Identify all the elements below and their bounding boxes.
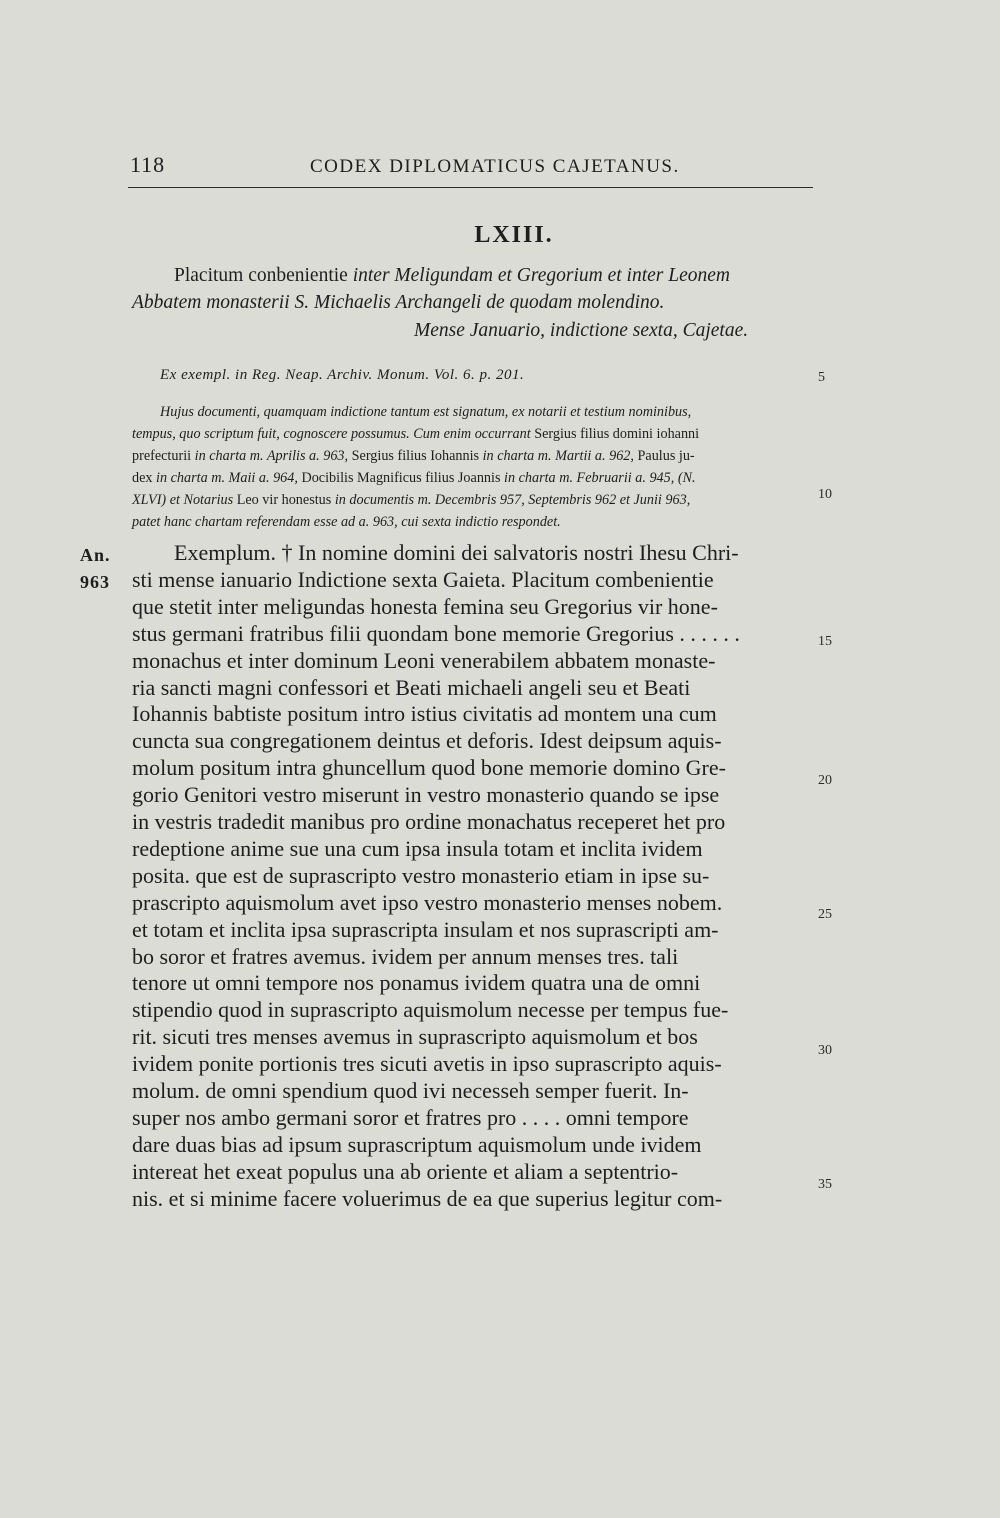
body-line: rit. sicuti tres menses avemus in suprascripto aquismolum et bos: [132, 1024, 698, 1050]
margin-year-label: An.: [80, 545, 111, 565]
body-line: molum positum intra ghuncellum quod bone memorie domino Gre-: [132, 755, 726, 781]
page-number: 118: [130, 152, 166, 177]
body-line: gorio Genitori vestro miserunt in vestro monasterio quando se ipse: [132, 782, 720, 808]
body-line: et totam et inclita ipsa suprascripta insulam et nos suprascripti am-: [132, 916, 719, 942]
line-number: 10: [818, 487, 832, 502]
note-line: Hujus documenti, quamquam indictione tantum est signatum, ex notarii et testium nominibus,: [160, 404, 692, 420]
note-line: XLVI) et Notarius Leo vir honestus in documentis m. Decembris 957, Septembris 962 et Junii 963,: [132, 492, 691, 508]
body-line: stipendio quod in suprascripto aquismolum necesse per tempus fue-: [132, 997, 729, 1023]
body-line: ria sancti magni confessori et Beati michaeli angeli seu et Beati: [132, 674, 691, 700]
body-line: in vestris tradedit manibus pro ordine monachatus receperet het pro: [132, 809, 726, 834]
line-number: 15: [818, 634, 832, 649]
document-number: LXIII.: [474, 222, 554, 248]
running-title: CODEX DIPLOMATICUS CAJETANUS.: [310, 156, 680, 177]
line-number: 5: [818, 370, 825, 385]
body-line: redeptione anime sue una cum ipsa insula totam et inclita ividem: [132, 835, 703, 861]
body-line: sti mense ianuario Indictione sexta Gaieta. Placitum combenientie: [132, 566, 714, 592]
line-number: 35: [818, 1177, 832, 1192]
body-line: stus germani fratribus filii quondam bone memorie Gregorius . . . . . .: [132, 620, 740, 646]
body-line: Iohannis babtiste positum intro istius civitatis ad montem una cum: [132, 701, 717, 727]
body-line: super nos ambo germani soror et fratres pro . . . . omni tempore: [132, 1104, 689, 1130]
line-number: 20: [818, 773, 832, 788]
source-reference: Ex exempl. in Reg. Neap. Archiv. Monum. Vol. 6. p. 201.: [160, 367, 525, 383]
margin-year: 963: [80, 572, 110, 592]
title-line: Mense Januario, indictione sexta, Cajetae.: [414, 320, 749, 341]
body-line: Exemplum. † In nomine domini dei salvatoris nostri Ihesu Chri-: [174, 540, 739, 565]
body-line: bo soror et fratres avemus. ividem per annum menses tres. tali: [132, 943, 679, 969]
body-line: posita. que est de suprascripto vestro monasterio etiam in ipse su-: [132, 862, 710, 888]
line-number: 25: [818, 907, 832, 922]
note-line: dex in charta m. Maii a. 964, Docibilis Magnificus filius Joannis in charta m. Februarii a. 945, (N.: [132, 470, 696, 486]
body-line: que stetit inter meligundas honesta femina seu Gregorius vir hone-: [132, 593, 718, 619]
note-line: prefecturii in charta m. Aprilis a. 963, Sergius filius Iohannis in charta m. Martii a. 962, Paulus ju-: [132, 448, 695, 464]
body-line: ividem ponite portionis tres sicuti avetis in ipso suprascripto aquis-: [132, 1051, 722, 1077]
line-number: 30: [818, 1043, 832, 1058]
note-line: patet hanc chartam referendam esse ad a. 963, cui sexta indictio respondet.: [132, 514, 561, 530]
body-line: tenore ut omni tempore nos ponamus ividem quatra una de omni: [132, 970, 701, 996]
title-line: Abbatem monasterii S. Michaelis Archangeli de quodam molendino.: [132, 292, 665, 313]
note-line: tempus, quo scriptum fuit, cognoscere possumus. Cum enim occurrant Sergius filius domini iohanni: [132, 426, 700, 442]
body-line: molum. de omni spendium quod ivi necesseh semper fuerit. In-: [132, 1078, 689, 1103]
header-rule: [128, 187, 813, 188]
body-line: monachus et inter dominum Leoni venerabilem abbatem monaste-: [132, 647, 716, 673]
body-line: nis. et si minime facere voluerimus de ea que superius legitur com-: [132, 1185, 723, 1211]
body-line: intereat het exeat populus una ab oriente et aliam a septentrio-: [132, 1158, 679, 1184]
body-line: cuncta sua congregationem deintus et deforis. Idest deipsum aquis-: [132, 728, 722, 754]
body-line: dare duas bias ad ipsum suprascriptum aquismolum unde ividem: [132, 1131, 702, 1157]
body-line: prascripto aquismolum avet ipso vestro monasterio menses nobem.: [132, 889, 723, 915]
title-line: Placitum conbenientie inter Meligundam et Gregorium et inter Leonem: [174, 265, 731, 286]
